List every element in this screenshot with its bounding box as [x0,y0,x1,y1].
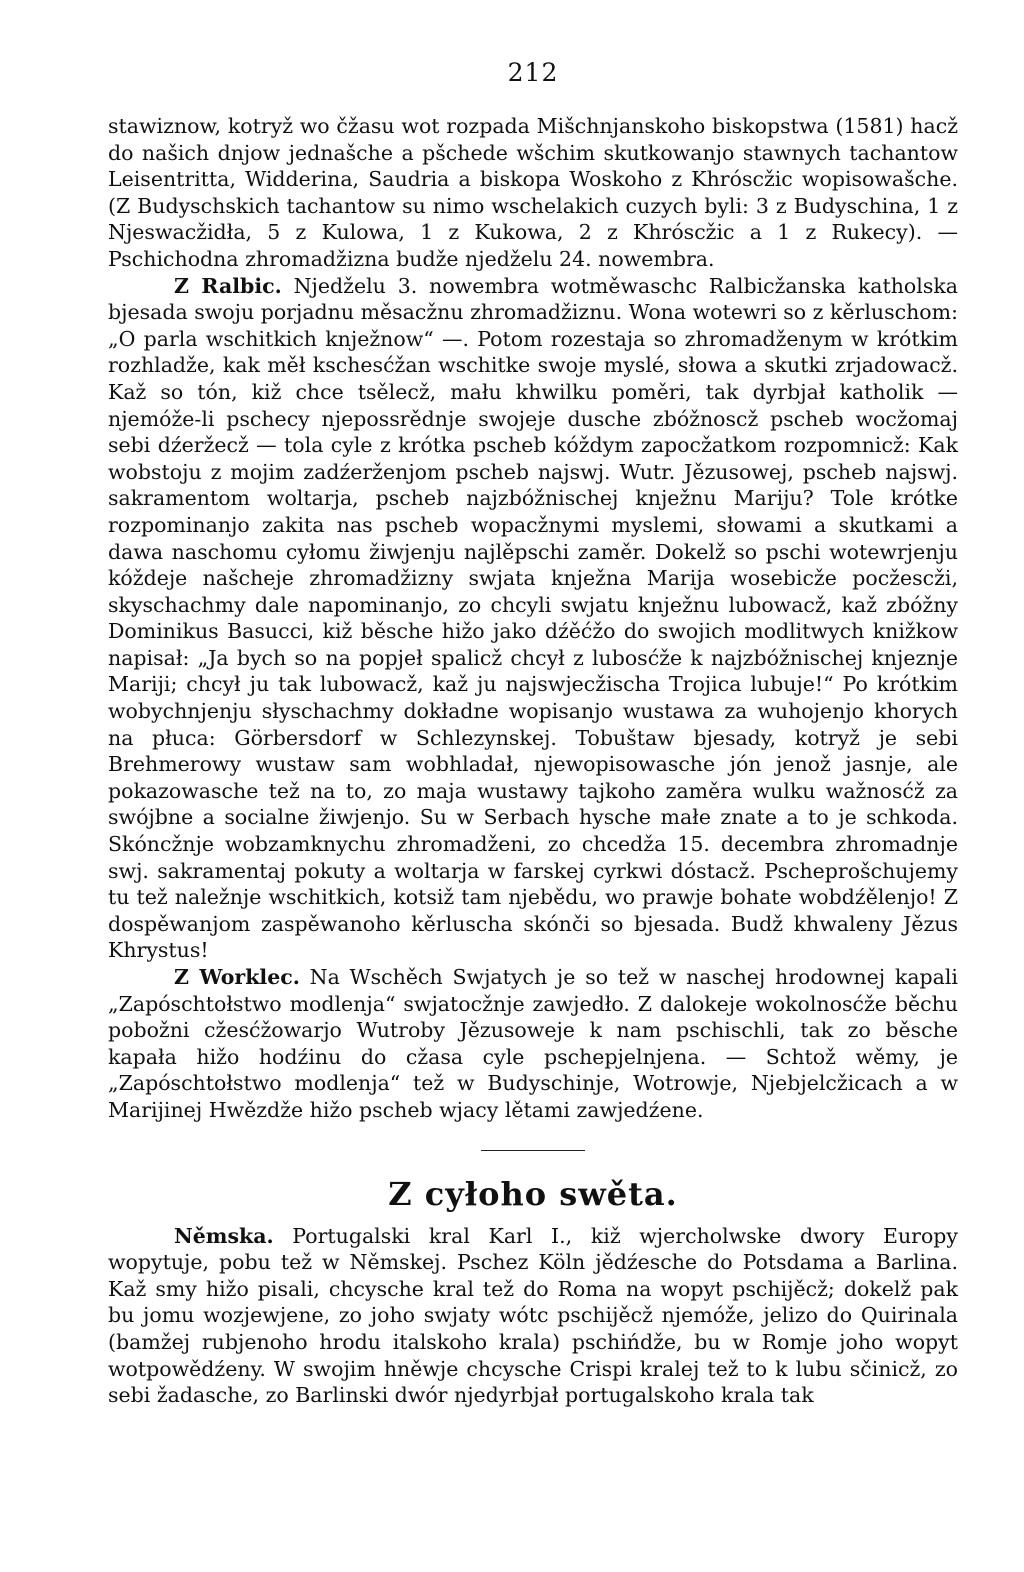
paragraph-lead-country: Němska. [174,1223,274,1248]
paragraph-lead-place: Z Worklec. [174,965,300,989]
paragraph-nemska [108,1223,958,1409]
section-heading: Z cyłoho swěta. [388,1174,678,1213]
paragraph-ralbicy [108,273,958,964]
paragraph-continuation [108,113,958,273]
page-number: 212 [507,58,559,87]
section-divider [481,1150,585,1151]
paragraph-worklecy [108,964,958,1124]
paragraph-text: Njedželu 3. nowembra wotměwaschc Ralbicžanska katholska bjesada swoju porjadnu měsacžnu zhromadžiznu. Wona wotewri so z kěrluschom: „O parla wschitkich knježnow“ —. Potom rozestaja so zhromadženym w krótkim rozhladže, kak měł kschesćžan wschitke swoje myslé, słowa a skutki zrjadowacž. Kaž so tón, kiž chce tsělecž, mału khwilku poměri, tak dyrbjał katholik — njemóže-li pschecy njepossrědnje swojeje dusche zbóžnoscž pscheb wocžomaj sebi dźeržecž — tola cyle z krótka pscheb kóždym zapocžatkom rozpomnicž: Kak wobstoju z mojim zadźerženjom pscheb najswj. Wutr. Jězusowej, pscheb najswj. sakramentom woltarja, pscheb najzbóžnischej knježnu Mariju? Tole krótke rozpominanjo zakita nas pscheb wopacžnymi myslemi, słowami a skutkami a dawa naschomu cyłomu žiwjenju najlěpschi zaměr. Dokelž so pschi wotewrjenju kóždeje našcheje zhromadžizny swjata knježna Marija wosebicže pocžescži, skyschachmy dale napominanjo, zo chcyli swjatu knježnu lubowacž, kaž zbóžny Dominikus Basucci, kiž běsche hižo jako dźěćžo do swojich modlitwych knižkow napisał: „Ja bych so na popjeł spalicž chcył z lubosćže k najzbóžnischej knjeznje Mariji; chcył ju tak lubowacž, kaž ju najswjecžischa Trojica lubuje!“ Po krótkim wobychnjenju słyschachmy dokładne wopisanjo wustawa za wuhojenjo khorych na płuca: Görbersdorf w Schlezynskej. Tobuštaw bjesady, kotryž je sebi Brehmerowy wustaw sam wobhladał, njewopisowasche jón jenož jasnje, ale pokazowasche tež na to, zo maja wustawy tajkoho zaměra wulku wažnosćž za swójbne a socialne žiwjenjo. Su w Serbach hysche małe znate a to je schkoda. Skóncžnje wobzamknychu zhromadženi, zo chcedža 15. decembra zhromadnje swj. sakramentaj pokuty a woltarja w farskej cyrkwi dóstacž. Pscheprošchujemy tu tež naležnje wschitkich, kotsiž tam njebědu, wo prawje bohate wobdźělenjo! Z dospěwanjom zaspěwanoho kěrluscha skónči so bjesada. Budž khwaleny Jězus Khrystus! [108,273,958,963]
paragraph-lead-place: Z Ralbic. [174,273,282,298]
paragraph-text: Na Wschěch Swjatych je so tež w naschej hrodownej kapali „Zapóschtołstwo modlenja“ swjatocžnje zawjedło. Z dalokeje wokolnosćže běchu pobožni cžesćžowarjo Wutroby Jězusoweje k nam pschischli, tak zo běsche kapała hižo hodźinu do cžasa cyle pschepjelnjena. — Schtož wěmy, je „Zapóschtołstwo modlenja“ tež w Budyschinje, Wotrowje, Njebjelcžicach a w Marijinej Hwězdže hižo pscheb wjacy lětami zawjedźene. [108,965,958,1122]
paragraph-text: Portugalski kral Karl I., kiž wjercholwske dwory Europy wopytuje, pobu tež w Němskej. Pschez Köln jědźesche do Potsdama a Barlina. Kaž smy hižo pisali, chcysche kral tež do Roma na wopyt pschijěcž; dokelž pak bu jomu wozjewjene, zo joho swjaty wótc pschijěcž njemóže, jelizo do Quirinala (bamžej rubjenoho hrodu italskoho krala) pschińdže, bu w Romje joho wopyt wotpowědźeny. W swojim hněwje chcysche Crispi kralej tež to k lubu sčinicž, zo sebi žadasche, zo Barlinski dwór njedyrbjał portugalskoho krala tak [108,1223,958,1408]
paragraph-text: stawiznow, kotryž wo čžasu wot rozpada Mišchnjanskoho biskopstwa (1581) hacž do našich dnjow jednašche a pšchede wšchim skutkowanjo stawnych tachantow Leisentritta, Widderina, Saudria a biskopa Woskoho z Khróscžic wopisowašche. (Z Budyschskich tachantow su nimo wschelakich cuzych byli: 3 z Budyschina, 1 z Njeswacžidła, 5 z Kulowa, 1 z Kukowa, 2 z Khróscžic a 1 z Rukecy). — Pschichodna zhromadžizna budže njedželu 24. nowembra. [108,114,958,271]
